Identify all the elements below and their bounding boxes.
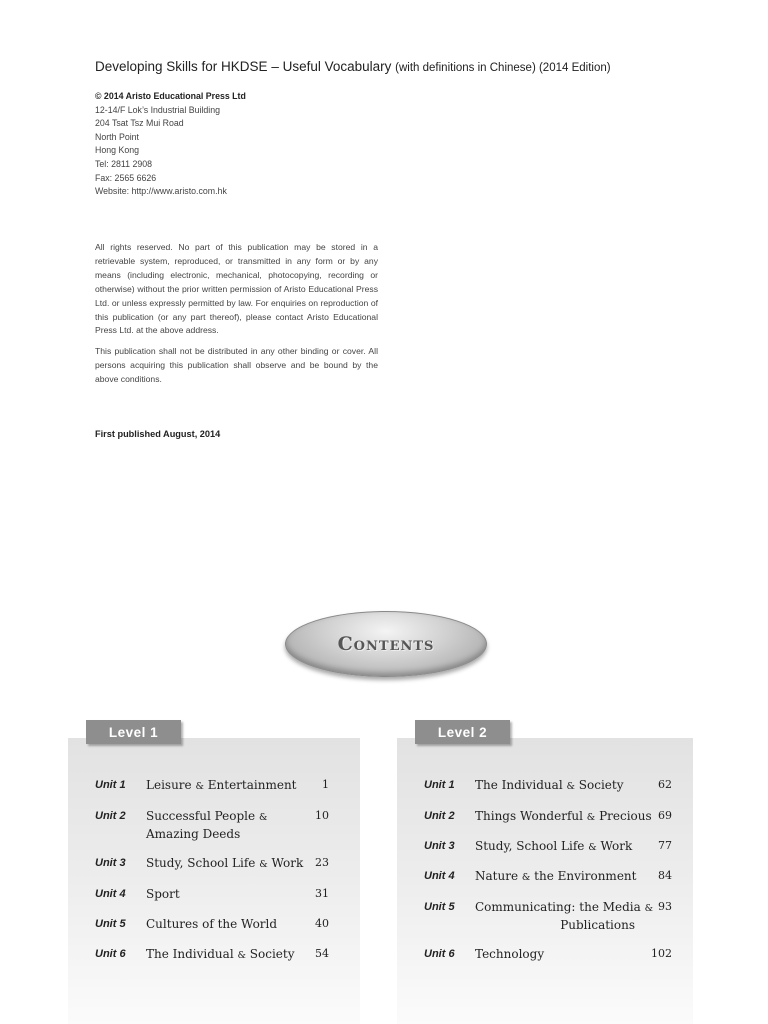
address-line: 12-14/F Lok’s Industrial Building bbox=[95, 104, 221, 115]
page-number: 23 bbox=[315, 856, 329, 869]
unit-label: Unit 3 bbox=[424, 840, 455, 852]
unit-title: Nature & the Environment bbox=[475, 869, 637, 883]
page-number: 10 bbox=[315, 809, 329, 822]
page-number: 54 bbox=[315, 947, 329, 960]
page-number: 93 bbox=[658, 900, 672, 913]
page-number: 77 bbox=[658, 839, 672, 852]
book-title bbox=[95, 59, 611, 74]
contents-badge bbox=[285, 611, 487, 677]
unit-label: Unit 6 bbox=[424, 948, 455, 960]
address-line: Hong Kong bbox=[95, 145, 140, 156]
unit-title: Leisure & Entertainment bbox=[146, 778, 297, 792]
unit-label: Unit 2 bbox=[424, 810, 455, 822]
unit-label: Unit 1 bbox=[95, 779, 126, 791]
unit-label: Unit 4 bbox=[424, 870, 455, 882]
copyright-line: © 2014 Aristo Educational Press Ltd bbox=[95, 91, 246, 101]
rights-paragraph: All rights reserved. No part of this publication may be stored in a retrievable system, reproduced, or transmitted in any form or by any means (including electronic, mechanical, photocopying, recording or otherwise) without the prior written permission of Aristo Educational Press Ltd. or unless expressly permitted by law. For enquiries on reproduction of this publication (or any part thereof), please contact Aristo Educational Press Ltd. at the above address. bbox=[95, 242, 378, 336]
unit-title: Successful People & Amazing Deeds bbox=[146, 809, 268, 841]
unit-label: Unit 6 bbox=[95, 948, 126, 960]
unit-title: Study, School Life & Work bbox=[146, 856, 304, 870]
unit-label: Unit 5 bbox=[424, 901, 455, 913]
first-published: First published August, 2014 bbox=[95, 429, 221, 439]
unit-title: Things Wonderful & Precious bbox=[475, 809, 652, 823]
publisher-block bbox=[95, 90, 246, 199]
unit-title: Technology bbox=[475, 947, 545, 961]
unit-title: Sport bbox=[146, 887, 180, 901]
rights-statement bbox=[95, 241, 378, 394]
book-title-sub: (with definitions in Chinese) (2014 Edition) bbox=[395, 62, 611, 74]
unit-label: Unit 3 bbox=[95, 857, 126, 869]
unit-title: The Individual & Society bbox=[146, 947, 295, 961]
unit-label: Unit 5 bbox=[95, 918, 126, 930]
unit-title: The Individual & Society bbox=[475, 778, 624, 792]
page-number: 69 bbox=[658, 809, 672, 822]
address-line: 204 Tsat Tsz Mui Road bbox=[95, 118, 184, 129]
unit-label: Unit 1 bbox=[424, 779, 455, 791]
page-number: 84 bbox=[658, 869, 672, 882]
page-number: 1 bbox=[322, 778, 329, 791]
book-title-main: Developing Skills for HKDSE – Useful Vocabulary bbox=[95, 59, 392, 74]
address-line: North Point bbox=[95, 131, 140, 142]
unit-label: Unit 2 bbox=[95, 810, 126, 822]
website-line: Website: http://www.aristo.com.hk bbox=[95, 186, 227, 197]
page-number: 102 bbox=[651, 947, 672, 960]
page-number: 40 bbox=[315, 917, 329, 930]
level-2-panel bbox=[397, 724, 693, 1024]
level-1-tab: Level 1 bbox=[86, 720, 181, 744]
unit-title: Cultures of the World bbox=[146, 917, 278, 931]
level-2-tab: Level 2 bbox=[415, 720, 510, 744]
page-number: 31 bbox=[315, 887, 329, 900]
unit-title: Study, School Life & Work bbox=[475, 839, 633, 853]
unit-title: Communicating: the Media & Publications bbox=[475, 900, 654, 932]
level-1-panel bbox=[68, 724, 360, 1024]
rights-paragraph: This publication shall not be distributed in any other binding or cover. All persons acquiring this publication shall observe and be bound by the above conditions. bbox=[95, 346, 378, 385]
tel-line: Tel: 2811 2908 bbox=[95, 158, 153, 169]
contents-heading: Contents bbox=[337, 633, 435, 655]
page-number: 62 bbox=[658, 778, 672, 791]
fax-line: Fax: 2565 6626 bbox=[95, 172, 157, 183]
unit-label: Unit 4 bbox=[95, 888, 126, 900]
